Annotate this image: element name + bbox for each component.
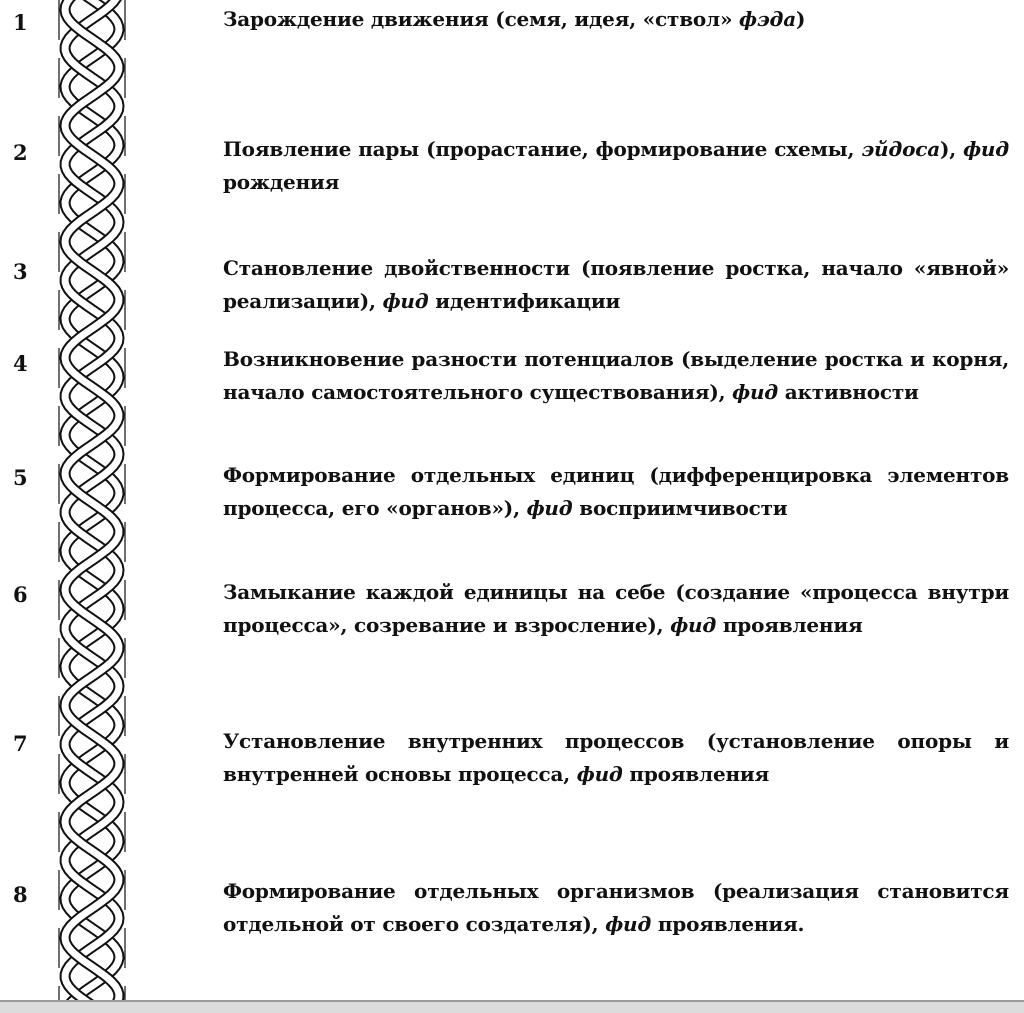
stage-4-description	[223, 343, 1009, 409]
text-segment: Установление внутренних процессов (установление опоры и внутренней основы процесса,	[223, 729, 1009, 786]
italic-term: фид	[670, 613, 717, 637]
italic-term: фид	[526, 496, 573, 520]
text-segment: Зарождение движения (семя, идея, «ствол»	[223, 7, 740, 31]
stage-4-number: 4	[13, 351, 28, 376]
stage-1-description	[223, 3, 1009, 36]
celtic-knot-ornament-icon	[42, 0, 142, 1000]
text-segment: идентификации	[428, 289, 621, 313]
italic-term: фид	[732, 380, 779, 404]
stage-6-description	[223, 576, 1009, 642]
stage-8-description	[223, 875, 1009, 941]
italic-term: фид	[382, 289, 429, 313]
stage-1-number: 1	[13, 10, 28, 35]
text-segment: Становление двойственности (появление ростка, начало «явной» реализации),	[223, 256, 1009, 313]
italic-term: фид	[576, 762, 623, 786]
text-segment: Появление пары (прорастание, формирование схемы,	[223, 137, 862, 161]
text-segment: Формирование отдельных единиц (дифференцировка элементов процесса, его «органов»),	[223, 463, 1009, 520]
text-segment: Возникновение разности потенциалов (выделение ростка и корня, начало самостоятельного существования),	[223, 347, 1009, 404]
italic-term: фид	[963, 137, 1009, 161]
stage-5-description	[223, 459, 1009, 525]
stage-2-description	[223, 133, 1009, 199]
text-segment: рождения	[223, 170, 340, 194]
text-segment: Замыкание каждой единицы на себе (создание «процесса внутри процесса», созревание и взросление),	[223, 580, 1009, 637]
stage-8-number: 8	[13, 882, 28, 907]
stage-6-number: 6	[13, 582, 28, 607]
text-segment: восприимчивости	[572, 496, 788, 520]
italic-term: фэда	[739, 7, 797, 31]
text-segment: Формирование отдельных организмов (реализация становится отдельной от своего создателя),	[223, 879, 1009, 936]
stage-7-number: 7	[13, 731, 28, 756]
text-segment: ),	[939, 137, 964, 161]
stage-5-number: 5	[13, 465, 28, 490]
stage-3-description	[223, 252, 1009, 318]
stage-7-description	[223, 725, 1009, 791]
text-segment: )	[796, 7, 806, 31]
text-segment: проявления.	[651, 912, 805, 936]
text-segment: активности	[778, 380, 919, 404]
text-segment: проявления	[622, 762, 770, 786]
stage-3-number: 3	[13, 259, 28, 284]
text-segment: проявления	[716, 613, 863, 637]
stage-2-number: 2	[13, 140, 28, 165]
window-bottom-border	[0, 1000, 1024, 1013]
italic-term: фид	[605, 912, 652, 936]
italic-term: эйдоса	[861, 137, 940, 161]
